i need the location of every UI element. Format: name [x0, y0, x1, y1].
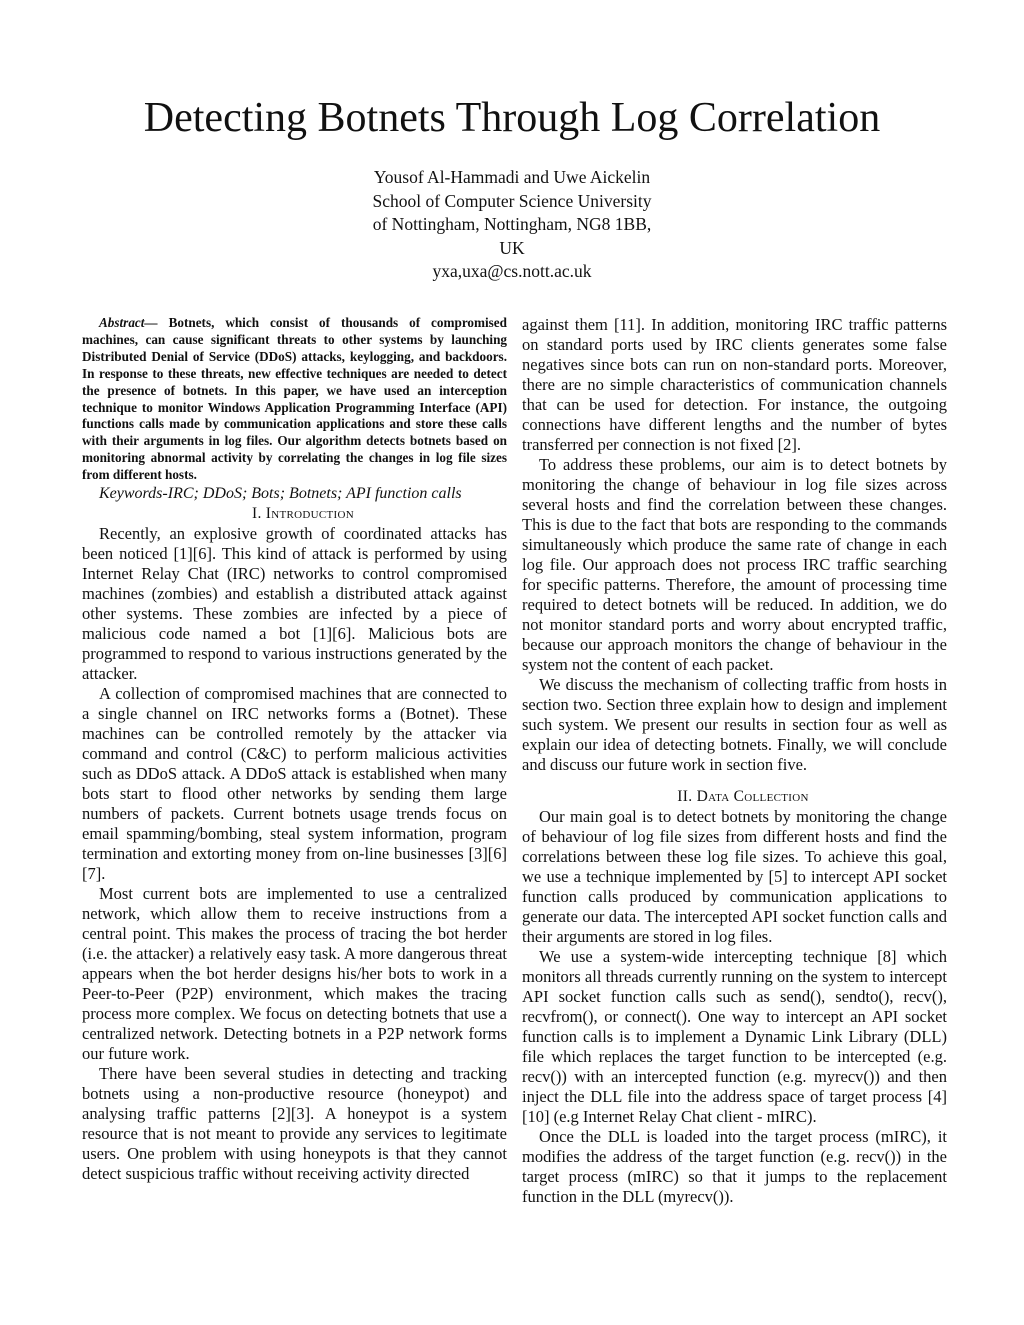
paragraph: We discuss the mechanism of collecting traffic from hosts in section two. Section three explain how to design and implement such system. We present our results in section four as well as explain our idea of detecting botnets. Finally, we will conclude and discuss our future work in section five. — [522, 675, 947, 774]
author-names: Yousof Al-Hammadi and Uwe Aickelin — [373, 167, 651, 187]
paragraph: against them [11]. In addition, monitoring IRC traffic patterns on standard ports used by IRC clients generates some false negatives since bots can run on non-standard ports. Moreover, there are no simple characteristics of communication channels that can be used for detection. For instance, the outgoing connections have different lengths and the number of bytes transferred per connection is not fixed [2]. — [522, 315, 947, 454]
author-block — [0, 166, 1024, 284]
paper-title: Detecting Botnets Through Log Correlation — [143, 95, 881, 141]
author-country: UK — [499, 237, 525, 258]
paragraph: Once the DLL is loaded into the target process (mIRC), it modifies the address of the target function (e.g. recv()) in the target process (mIRC) so that it jumps to the replacement function in the DLL (myrecv()). — [522, 1127, 947, 1206]
author-address: of Nottingham, Nottingham, NG8 1BB, — [372, 214, 652, 234]
paragraph: Most current bots are implemented to use a centralized network, which allow them to receive instructions from a central point. This makes the process of tracing the bot herder (i.e. the attacker) a relatively easy task. A more dangerous threat appears when the bot herder designs his/her bots to work in a Peer-to-Peer (P2P) environment, which makes the tracing process more complex. We focus on detecting botnets that use a centralized network. Detecting botnets in a P2P network forms our future work. — [82, 884, 507, 1064]
paragraph: A collection of compromised machines that are connected to a single channel on IRC networks forms a (Botnet). These machines can be controlled remotely by the attacker via command and control (C&C) to perform malicious activities such as DDoS attack. A DDoS attack is established when many bots start to flood other networks by sending them large numbers of packets. Current botnets usage trends focus on email spamming/bombing, steal system information, program termination and extorting money from on-line businesses [3][6][7]. — [82, 684, 507, 884]
author-email: yxa,uxa@cs.nott.ac.uk — [432, 261, 592, 281]
abstract-lead: Abstract— — [99, 315, 158, 330]
paragraph: To address these problems, our aim is to detect botnets by monitoring the change of behaviour in log file sizes across several hosts and find the correlation between these changes. This is due to the fact that bots are responding to the commands simultaneously which produce the same rate of change in each log file. Our approach does not process IRC traffic searching for specific patterns. Therefore, the amount of processing time required to detect botnets will be reduced. In addition, we do not monitor standard ports and worry about encrypted traffic, because our approach monitors the change of behaviour in the system not the content of each packet. — [522, 455, 947, 674]
section-heading-introduction: I. Introduction — [251, 505, 354, 523]
author-affiliation: School of Computer Science University — [372, 190, 652, 211]
section-heading-data-collection: II. Data Collection — [677, 788, 809, 805]
paragraph: We use a system-wide intercepting technique [8] which monitors all threads currently running on the system to intercept API socket function calls such as send(), sendto(), recv(), recvfrom(), or connect(). One way to intercept an API socket function calls is to implement a Dynamic Link Library (DLL) file which replaces the target function to be intercepted (e.g. recv()) with an intercepted function (e.g. myrecv()) and then inject the DLL file into the address space of target process [4][10] (e.g Internet Relay Chat client - mIRC). — [522, 947, 947, 1126]
abstract-text: Botnets, which consist of thousands of compromised machines, can cause significant threats to other systems by launching Distributed Denial of Service (DDoS) attacks, keylogging, and backdoors. In response to these threats, new effective techniques are needed to detect the presence of botnets. In this paper, we have used an interception technique to monitor Windows Application Programming Interface (API) functions calls made by communication applications and store these calls with their arguments in log files. Our algorithm detects botnets based on monitoring abnormal activity by correlating the changes in log file sizes from different hosts. — [82, 315, 507, 483]
paragraph: Recently, an explosive growth of coordinated attacks has been noticed [1][6]. This kind of attack is performed by using Internet Relay Chat (IRC) networks to control compromised machines (zombies) and establish a distributed attack against other systems. These zombies are infected by a piece of malicious code named a bot [1][6]. Malicious bots are programmed to respond to various instructions generated by the attacker. — [82, 524, 507, 684]
left-column — [82, 315, 507, 1184]
keywords: Keywords-IRC; DDoS; Bots; Botnets; API function calls — [99, 485, 462, 503]
paragraph: There have been several studies in detecting and tracking botnets using a non-productive resource (honeypot) and analysing traffic patterns [2][3]. A honeypot is a system resource that is not meant to provide any services to legitimate users. One problem with using honeypots is that they cannot detect suspicious traffic without receiving activity directed — [82, 1064, 507, 1184]
right-column — [522, 315, 947, 1207]
abstract — [82, 315, 507, 484]
paragraph: Our main goal is to detect botnets by monitoring the change of behaviour of log file sizes from different hosts and find the correlations between these log file sizes. To achieve this goal, we use a technique implemented by [5] to intercept API socket function calls produced by communication applications to generate our data. The intercepted API socket function calls and their arguments are stored in log files. — [522, 807, 947, 946]
